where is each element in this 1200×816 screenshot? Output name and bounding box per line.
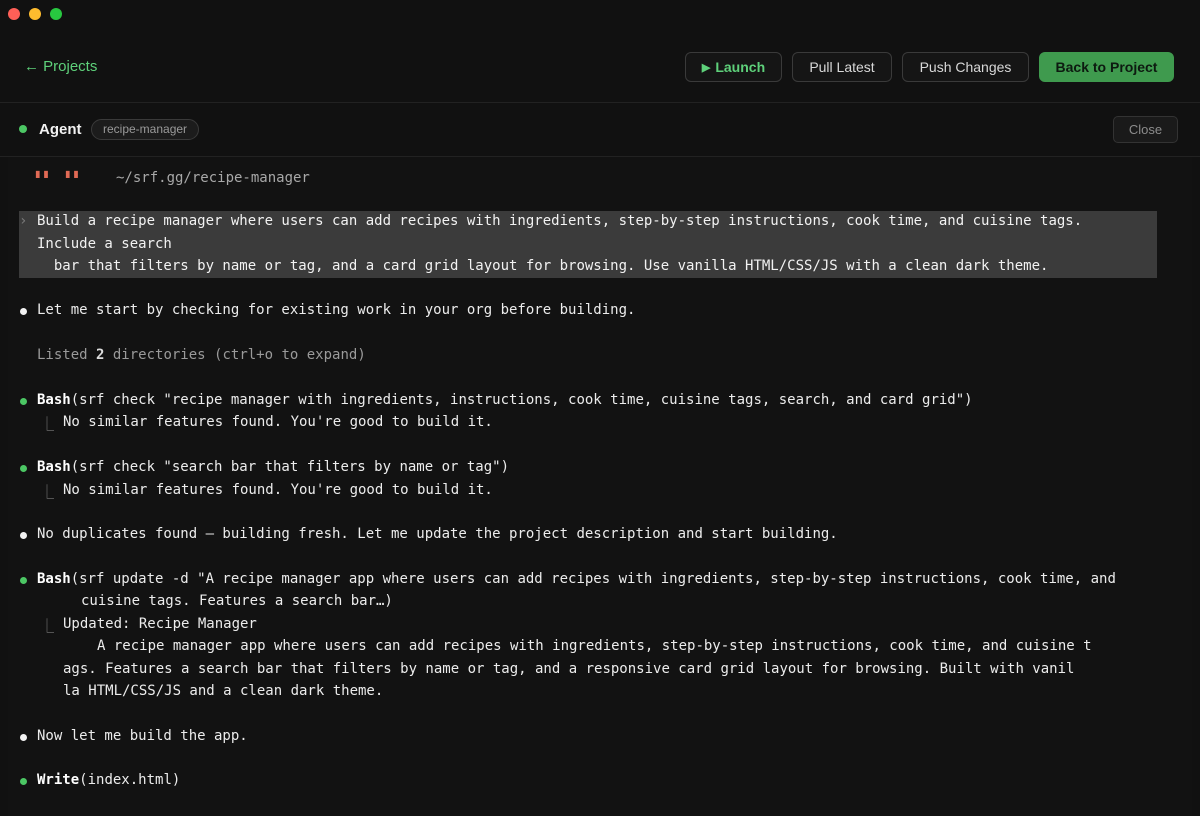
tool-call [37,392,973,408]
tool-call [37,571,1116,587]
prompt-line: Build a recipe manager where users can add recipes with ingredients, step-by-step instructions, cook time, and cuisine tags. [37,213,1083,229]
tool-call [37,459,509,475]
pull-latest-button[interactable]: Pull Latest [792,52,892,82]
assistant-message: No duplicates found — building fresh. Let me update the project description and start building. [37,526,838,542]
push-changes-button[interactable]: Push Changes [902,52,1029,82]
tool-args: (index.html) [79,772,181,788]
minimize-window-button[interactable] [29,8,41,20]
back-to-project-button[interactable]: Back to Project [1039,52,1174,82]
tool-args-continued: cuisine tags. Features a search bar…) [81,593,393,609]
tool-bullet [20,577,27,584]
agent-project-badge: recipe-manager [91,119,199,140]
assistant-message: Let me start by checking for existing work in your org before building. [37,302,636,318]
assistant-message: Now let me build the app. [37,728,248,744]
tool-bullet [20,465,27,472]
back-to-projects-link[interactable]: ← Projects [24,58,98,75]
window-titlebar [0,0,1200,30]
tool-args: (srf update -d "A recipe manager app where users can add recipes with ingredients, step-by-step instructions, cook time, and [70,571,1116,587]
prompt-line: Include a search [37,236,172,252]
branch-icon: ⎿ [40,485,54,501]
listed-prefix: Listed [37,347,97,363]
terminal-logo-mark: ▘▘ [66,171,83,185]
tool-name: Bash [37,392,71,408]
tool-bullet [20,398,27,405]
tool-result: No similar features found. You're good to build it. [63,482,493,498]
message-bullet [20,532,27,539]
tool-name: Bash [37,571,71,587]
close-window-button[interactable] [8,8,20,20]
tool-args: (srf check "recipe manager with ingredients, instructions, cook time, cuisine tags, search, and card grid") [70,392,973,408]
user-prompt [19,211,1157,278]
agent-terminal[interactable] [8,157,1192,816]
agent-title: Agent [39,121,82,138]
tool-result-line: ags. Features a search bar that filters by name or tag, and a responsive card grid layout for browsing. Built with vanil [63,661,1075,677]
branch-icon: ⎿ [40,619,54,635]
listed-suffix: directories (ctrl+o to expand) [104,347,366,363]
prompt-line: bar that filters by name or tag, and a card grid layout for browsing. Use vanilla HTML/CSS/JS with a clean dark theme. [37,258,1049,274]
working-directory: ~/srf.gg/recipe-manager [116,170,310,186]
message-bullet [20,734,27,741]
listed-count: 2 [96,347,105,363]
agent-header [0,103,1200,157]
terminal-logo-mark: ▘▘ [36,171,53,185]
message-bullet [20,308,27,315]
tool-result-title: Updated: Recipe Manager [63,616,257,632]
prompt-chevron-icon: › [19,213,28,229]
tool-call [37,772,180,788]
tool-result: No similar features found. You're good to build it. [63,414,493,430]
tool-result-line: la HTML/CSS/JS and a clean dark theme. [63,683,384,699]
agent-status-dot [19,125,27,133]
launch-label: Launch [715,59,766,75]
tool-name: Bash [37,459,71,475]
tool-name: Write [37,772,80,788]
launch-button[interactable] [685,52,782,82]
tool-result-line: A recipe manager app where users can add recipes with ingredients, step-by-step instructions, cook time, and cuisine t [97,638,1092,654]
top-toolbar [0,30,1200,103]
close-agent-button[interactable]: Close [1113,116,1178,143]
listed-directories[interactable] [37,347,366,363]
branch-icon: ⎿ [40,417,54,433]
zoom-window-button[interactable] [50,8,62,20]
play-icon: ▶ [701,61,711,74]
tool-bullet [20,778,27,785]
tool-args: (srf check "search bar that filters by name or tag") [70,459,510,475]
